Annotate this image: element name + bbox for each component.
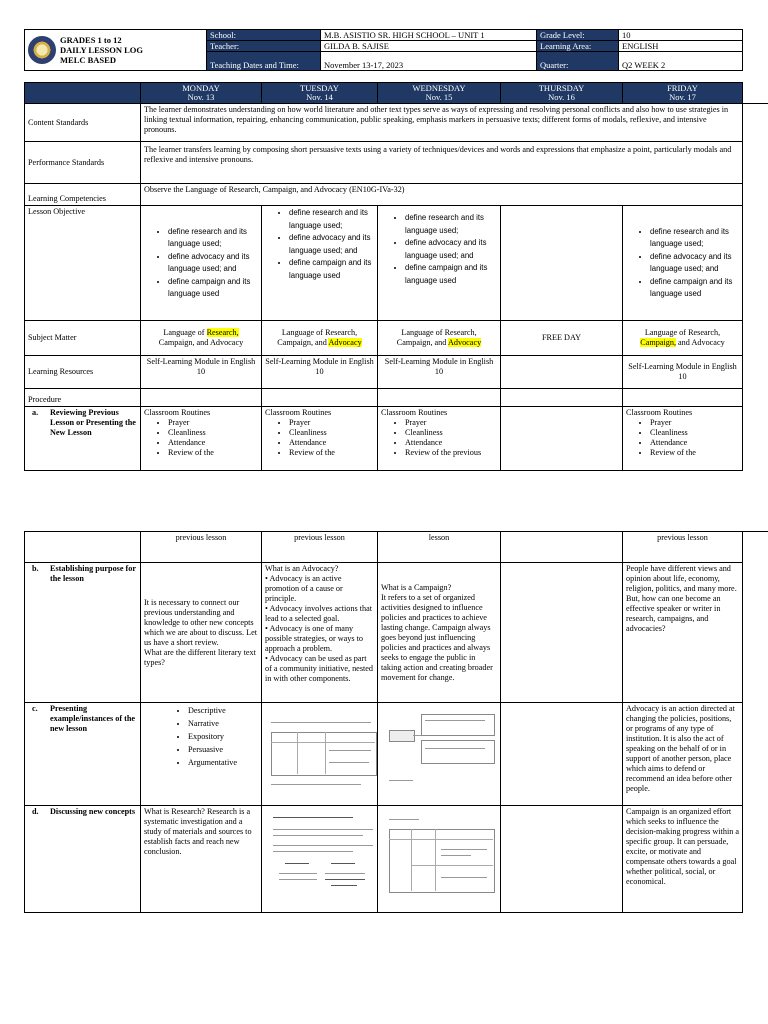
learning-area-label: Learning Area: bbox=[537, 41, 619, 52]
procedure-label: Procedure bbox=[25, 389, 141, 407]
review-thu bbox=[501, 407, 623, 471]
review-tue: Classroom Routines • Prayer • Cleanliness • Attendance • Review of the bbox=[262, 407, 378, 471]
cont-mon: previous lesson bbox=[141, 532, 262, 563]
spill-cell bbox=[743, 83, 768, 104]
review-fri: Classroom Routines • Prayer • Cleanliness • Attendance • Review of the bbox=[623, 407, 743, 471]
competencies-label: Learning Competencies bbox=[25, 184, 141, 206]
subject-matter-wed: Language of Research, Campaign, and Advocacy bbox=[378, 321, 501, 356]
performance-standards-label: Performance Standards bbox=[25, 142, 141, 184]
log-title: DAILY LESSON LOG bbox=[60, 45, 143, 55]
review-label: Reviewing Previous Lesson or Presenting the New Lesson bbox=[50, 408, 136, 437]
advocacy-example-image bbox=[262, 806, 378, 913]
school-label: School: bbox=[207, 30, 321, 41]
presenting-label: Presenting example/instances of the new lesson bbox=[50, 704, 136, 733]
cont-fri: previous lesson bbox=[623, 532, 743, 563]
objectives-thu bbox=[501, 206, 623, 321]
dates-label: Teaching Dates and Time: bbox=[207, 52, 321, 71]
department-block bbox=[25, 30, 207, 71]
day-header-mon: MONDAY Nov. 13 bbox=[141, 83, 262, 104]
presenting-letter: c. bbox=[32, 704, 38, 713]
discussing-mon: What is Research? Research is a systematic investigation and a study of materials and sources to establish facts and reach new conclusion. bbox=[141, 806, 262, 913]
teacher-label: Teacher: bbox=[207, 41, 321, 52]
purpose-fri: People have different views and opinion about life, economy, religion, politics, and many more. But, how can one become an effective speaker or writer in research, campaigns, and advocacies? bbox=[623, 563, 743, 703]
resources-thu bbox=[501, 356, 623, 389]
subject-matter-label: Subject Matter bbox=[25, 321, 141, 356]
teacher-value: GILDA B. SAJISE bbox=[321, 41, 537, 52]
quarter-value: Q2 WEEK 2 bbox=[619, 52, 743, 71]
discussing-label-cell bbox=[25, 806, 141, 913]
learning-area-value: ENGLISH bbox=[619, 41, 743, 52]
purpose-letter: b. bbox=[32, 564, 39, 573]
day-header-row bbox=[25, 83, 768, 104]
subject-matter-tue: Language of Research, Campaign, and Advocacy bbox=[262, 321, 378, 356]
presenting-label-cell bbox=[25, 703, 141, 806]
day-header-thu: THURSDAY Nov. 16 bbox=[501, 83, 623, 104]
discussing-letter: d. bbox=[32, 807, 39, 816]
resources-label: Learning Resources bbox=[25, 356, 141, 389]
subject-matter-mon: Language of Research, Campaign, and Advocacy bbox=[141, 321, 262, 356]
main-table-continued bbox=[24, 531, 768, 913]
blank-header bbox=[25, 83, 141, 104]
campaign-diagram-image bbox=[378, 703, 501, 806]
quarter-label: Quarter: bbox=[537, 52, 619, 71]
grades-label: GRADES 1 to 12 bbox=[60, 35, 122, 45]
review-wed: Classroom Routines • Prayer • Cleanliness • Attendance • Review of the previous bbox=[378, 407, 501, 471]
review-letter: a. bbox=[32, 408, 39, 417]
review-mon: Classroom Routines • Prayer • Cleanliness • Attendance • Review of the bbox=[141, 407, 262, 471]
main-table bbox=[24, 82, 768, 471]
content-standards-label: Content Standards bbox=[25, 104, 141, 142]
resources-mon: Self-Learning Module in English 10 bbox=[141, 356, 262, 389]
melc-label: MELC BASED bbox=[60, 55, 116, 65]
purpose-wed: What is a Campaign? It refers to a set of organized activities designed to influence policies and practices to achieve lasting change. Campaign always goes beyond just influencing policies and practices and always seeks to engage the public in taking action and creating broader movement for change. bbox=[378, 563, 501, 703]
objectives-wed: • define research and its language used; • define advocacy and its language used; and • define campaign and its language used bbox=[378, 206, 501, 321]
objectives-fri: • define research and its language used; • define advocacy and its language used; and • define campaign and its language used bbox=[623, 206, 743, 321]
objective-label: Lesson Objective bbox=[25, 206, 141, 321]
header-table bbox=[24, 29, 743, 71]
day-header-wed: WEDNESDAY Nov. 15 bbox=[378, 83, 501, 104]
objectives-tue: • define research and its language used; • define advocacy and its language used; and • define campaign and its language used bbox=[262, 206, 378, 321]
purpose-label-cell bbox=[25, 563, 141, 703]
competencies-text: Observe the Language of Research, Campaign, and Advocacy (EN10G-IVa-32) bbox=[141, 184, 743, 206]
cont-wed: lesson bbox=[378, 532, 501, 563]
resources-wed: Self-Learning Module in English 10 bbox=[378, 356, 501, 389]
day-header-fri: FRIDAY Nov. 17 bbox=[623, 83, 743, 104]
advocacy-table-image bbox=[262, 703, 378, 806]
resources-tue: Self-Learning Module in English 10 bbox=[262, 356, 378, 389]
objectives-mon: • define research and its language used; • define advocacy and its language used; and • define campaign and its language used bbox=[141, 206, 262, 321]
purpose-mon: It is necessary to connect our previous understanding and knowledge to other new concepts which we are about to discuss. Let us have a short review. What are the different literary text types? bbox=[141, 563, 262, 703]
performance-standards-text: The learner transfers learning by composing short persuasive texts using a variety of techniques/devices and words and expressions that emphasize a point, particularly modals and reflexive and intensive pronouns. bbox=[141, 142, 743, 184]
discussing-fri: Campaign is an organized effort which seeks to influence the decision-making progress within a specific group. It can persuade, excite, or motivate and compensate others towards a goal whether political, social, or economical. bbox=[623, 806, 743, 913]
discussing-label: Discussing new concepts bbox=[50, 807, 136, 816]
review-label-cell bbox=[25, 407, 141, 471]
text-types-mon: • Descriptive • Narrative • Expository • Persuasive • Argumentative bbox=[141, 703, 262, 806]
school-value: M.B. ASISTIO SR. HIGH SCHOOL – UNIT 1 bbox=[321, 30, 537, 41]
subject-matter-fri: Language of Research, Campaign, and Advocacy bbox=[623, 321, 743, 356]
cont-tue: previous lesson bbox=[262, 532, 378, 563]
free-day-thu: FREE DAY bbox=[501, 321, 623, 356]
presenting-fri: Advocacy is an action directed at changing the policies, positions, or programs of any type of institution. It is also the act of speaking on the behalf of or in support of another person, place which aims to defend or recommend an idea before other people. bbox=[623, 703, 743, 806]
purpose-tue: What is an Advocacy? • Advocacy is an active promotion of a cause or principle. • Advocacy involves actions that lead to a selected goal. • Advocacy is one of many possible strategies, or ways to approach a problem. • Advocacy can be used as part of a community initiative, nested in with other components. bbox=[262, 563, 378, 703]
dates-value: November 13-17, 2023 bbox=[321, 52, 537, 71]
campaign-table-image bbox=[378, 806, 501, 913]
resources-fri: Self-Learning Module in English 10 bbox=[623, 356, 743, 389]
content-standards-text: The learner demonstrates understanding on how world literature and other text types serve as ways of expressing and resolving personal conflicts and also how to use strategies in linking textual information, repairing, enhancing communication, public speaking, emphasis markers in persuasive texts; different forms of modals, reflexive, and intensive pronouns. bbox=[141, 104, 743, 142]
purpose-label: Establishing purpose for the lesson bbox=[50, 564, 136, 583]
deped-seal-icon bbox=[28, 36, 56, 64]
grade-level-value: 10 bbox=[619, 30, 743, 41]
day-header-tue: TUESDAY Nov. 14 bbox=[262, 83, 378, 104]
grade-level-label: Grade Level: bbox=[537, 30, 619, 41]
